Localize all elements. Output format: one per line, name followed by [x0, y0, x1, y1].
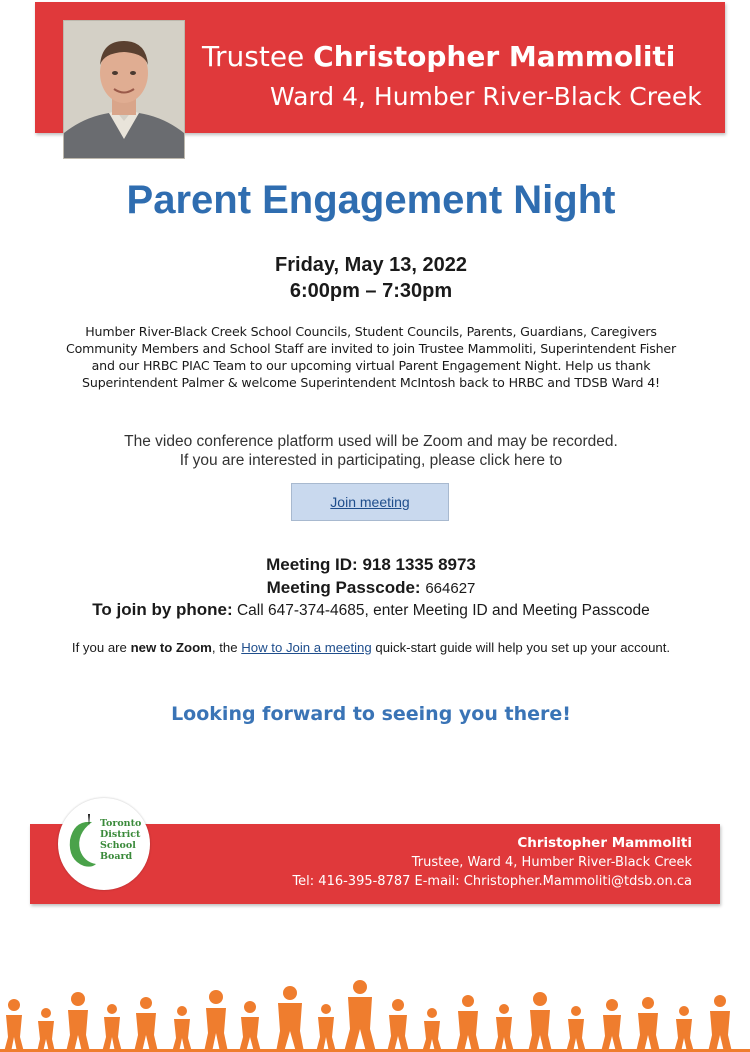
silhouette-figure — [4, 999, 24, 1052]
event-date: Friday, May 13, 2022 — [275, 254, 467, 276]
logo-line: Board — [100, 851, 133, 862]
silhouette-figure — [239, 1001, 261, 1052]
silhouette-figure — [344, 980, 376, 1052]
silhouette-figure — [422, 1008, 442, 1052]
header-ward: Ward 4, Humber River-Black Creek — [270, 82, 702, 111]
page-title: Parent Engagement Night — [126, 178, 616, 222]
silhouette-figure — [134, 997, 158, 1052]
logo-line: District — [100, 829, 141, 840]
header-title — [202, 40, 712, 73]
footer-name: Christopher Mammoliti — [517, 835, 692, 851]
phone-join-info — [0, 600, 742, 620]
apple-icon — [64, 812, 104, 872]
silhouette-figure — [494, 1004, 514, 1052]
passcode-label: Meeting Passcode: — [266, 578, 421, 597]
silhouette-figure — [102, 1004, 122, 1052]
silhouette-figure — [316, 1004, 336, 1052]
invite-line: Humber River-Black Creek School Councils, Student Councils, Parents, Guardians, Caregivers — [85, 324, 657, 339]
new-suffix: quick-start guide will help you set up your account. — [375, 640, 671, 655]
closing-message: Looking forward to seeing you there! — [171, 703, 571, 725]
silhouette-figure — [636, 997, 660, 1052]
silhouette-figure — [172, 1006, 192, 1052]
title-prefix: Trustee — [202, 40, 305, 73]
footer-contact: Tel: 416-395-8787 E-mail: Christopher.Mammoliti@tdsb.on.ca — [292, 874, 692, 889]
people-silhouettes — [0, 975, 750, 1052]
silhouette-figure — [66, 992, 90, 1052]
logo-line: Toronto — [100, 818, 142, 829]
zoom-note — [0, 432, 742, 470]
how-to-join-link[interactable]: How to Join a meeting — [241, 640, 372, 655]
passcode-value: 664627 — [425, 580, 476, 597]
new-prefix: If you are — [71, 640, 127, 655]
new-middle: , the — [211, 640, 238, 655]
tdsb-logo-text — [100, 818, 150, 862]
silhouette-figure — [204, 990, 228, 1052]
new-to-zoom-note — [0, 640, 742, 655]
meeting-id: Meeting ID: 918 1335 8973 — [266, 555, 476, 574]
silhouette-figure — [674, 1006, 694, 1052]
trustee-photo — [63, 20, 185, 159]
silhouette-figure — [276, 986, 304, 1052]
logo-line: School — [100, 840, 136, 851]
zoom-note-line: The video conference platform used will be Zoom and may be recorded. — [124, 433, 618, 450]
meeting-passcode — [0, 578, 742, 598]
join-meeting-link[interactable]: Join meeting — [330, 494, 410, 510]
join-meeting-button[interactable] — [291, 483, 449, 521]
silhouette-figure — [37, 1008, 55, 1052]
event-time: 6:00pm – 7:30pm — [289, 280, 453, 302]
invite-line: Community Members and School Staff are invited to join Trustee Mammoliti, Superintendent Fisher — [65, 341, 677, 356]
new-bold: new to Zoom — [130, 640, 212, 655]
event-datetime — [0, 252, 742, 304]
silhouette-figure — [601, 999, 623, 1052]
invite-line: Superintendent Palmer & welcome Superintendent McIntosh back to HRBC and TDSB Ward 4! — [82, 375, 660, 390]
silhouette-figure — [708, 995, 732, 1052]
silhouette-figure — [528, 992, 552, 1052]
trustee-name: Christopher Mammoliti — [313, 40, 676, 73]
silhouette-figure — [456, 995, 480, 1052]
invitation-paragraph — [40, 323, 702, 391]
invite-line: and our HRBC PIAC Team to our upcoming virtual Parent Engagement Night. Help us thank — [91, 358, 651, 373]
phone-label: To join by phone: — [92, 600, 233, 619]
footer-role: Trustee, Ward 4, Humber River-Black Creek — [411, 855, 692, 870]
phone-text: Call 647-374-4685, enter Meeting ID and Meeting Passcode — [236, 602, 650, 619]
silhouette-figure — [387, 999, 409, 1052]
zoom-note-line: If you are interested in participating, please click here to — [179, 452, 563, 469]
silhouette-figure — [566, 1006, 586, 1052]
